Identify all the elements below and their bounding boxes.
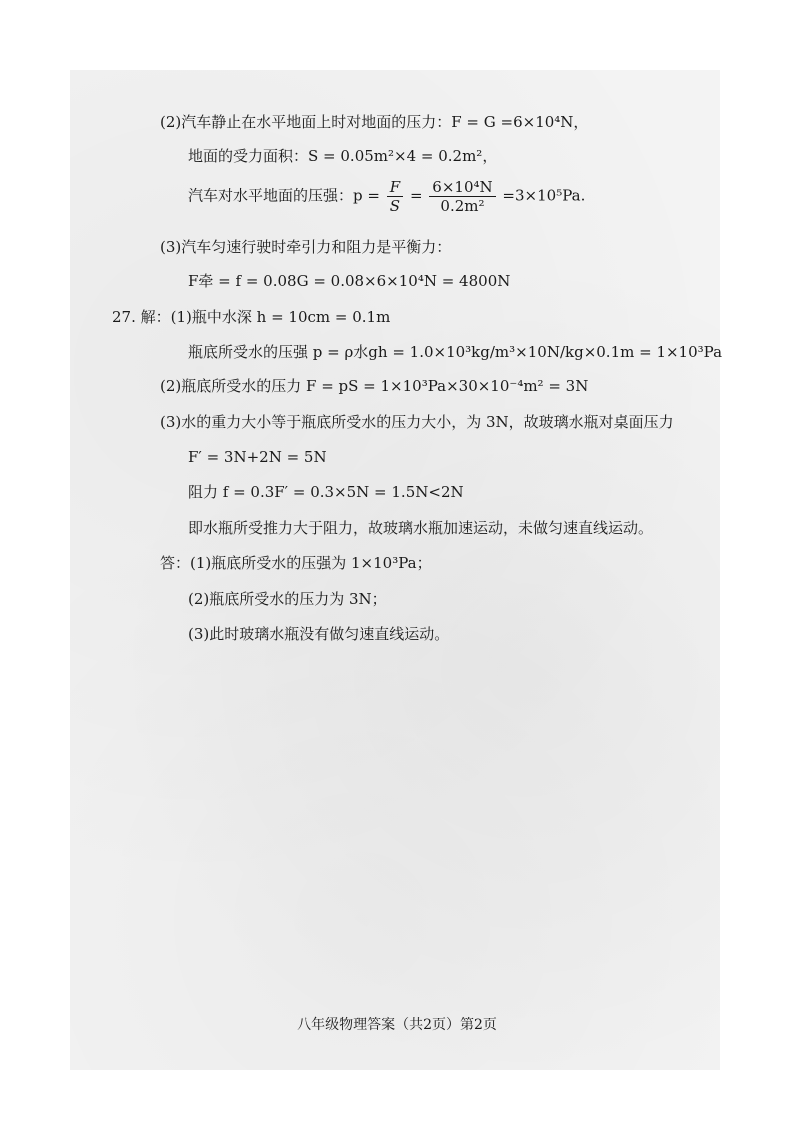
fraction-denominator: S — [389, 197, 401, 215]
fraction-f-over-s — [387, 178, 403, 215]
answer-line-gravity-equal: (3)水的重力大小等于瓶底所受水的压力大小，为 3N，故玻璃水瓶对桌面压力 — [160, 413, 674, 431]
pressure-result: =3×10⁵Pa. — [502, 186, 586, 205]
fraction-numerator: F — [387, 178, 403, 197]
answer-line-conclusion: 即水瓶所受推力大于阻力，故玻璃水瓶加速运动，未做匀速直线运动。 — [188, 519, 654, 537]
pressure-formula-prefix: 汽车对水平地面的压强：p = — [188, 186, 380, 205]
answer-line-water-force: (2)瓶底所受水的压力 F = pS = 1×10³Pa×30×10⁻⁴m² = 3N — [160, 377, 589, 395]
fraction-values — [429, 178, 495, 215]
answer-line-2-car-force: (2)汽车静止在水平地面上时对地面的压力：F = G =6×10⁴N， — [160, 113, 589, 131]
answer-line-friction: 阻力 f = 0.3F′ = 0.3×5N = 1.5N<2N — [188, 483, 464, 501]
final-answer-2: (2)瓶底所受水的压力为 3N； — [188, 590, 387, 608]
answer-line-water-pressure: 瓶底所受水的压强 p = ρ水gh = 1.0×10³kg/m³×10N/kg×0.1m = 1×10³Pa — [188, 343, 723, 361]
final-answer-3: (3)此时玻璃水瓶没有做匀速直线运动。 — [188, 625, 450, 643]
answer-line-3-balance: (3)汽车匀速行驶时牵引力和阻力是平衡力： — [160, 238, 452, 256]
equals-sign: = — [409, 186, 423, 205]
answer-line-total-force: F′ = 3N+2N = 5N — [188, 448, 327, 466]
final-answer-1: 答：(1)瓶底所受水的压强为 1×10³Pa； — [160, 554, 432, 572]
answer-line-traction-force: F牵 = f = 0.08G = 0.08×6×10⁴N = 4800N — [188, 272, 511, 290]
answer-line-pressure-formula — [188, 178, 585, 215]
fraction-numerator: 6×10⁴N — [429, 178, 495, 197]
page-footer: 八年级物理答案（共2页）第2页 — [297, 1017, 497, 1033]
answer-27-heading: 27. 解：(1)瓶中水深 h = 10cm = 0.1m — [112, 308, 391, 326]
answer-line-contact-area: 地面的受力面积：S = 0.05m²×4 = 0.2m²， — [188, 147, 498, 165]
fraction-denominator: 0.2m² — [440, 197, 485, 215]
